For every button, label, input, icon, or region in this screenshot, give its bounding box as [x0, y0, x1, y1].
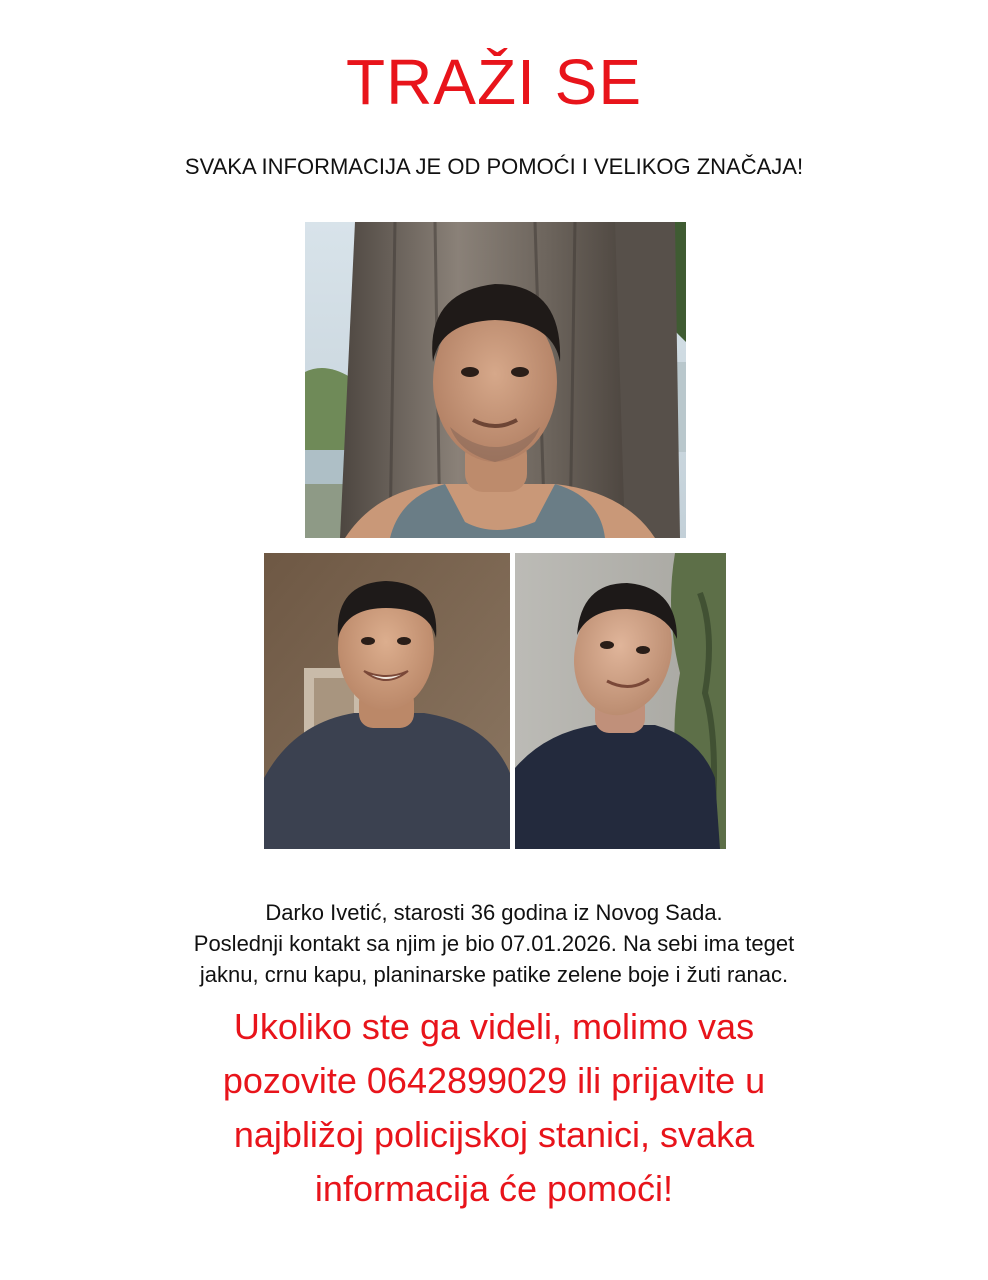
appeal-line: informacija će pomoći!: [314, 1168, 674, 1209]
description-line: Poslednji kontakt sa njim je bio 07.01.2026. Na sebi ima teget: [193, 931, 795, 956]
photo-main-image: [305, 222, 686, 538]
person-description: [100, 897, 888, 990]
photo-selfie-portrait: [515, 553, 726, 849]
description-line: Darko Ivetić, starosti 36 godina iz Novog Sada.: [265, 900, 723, 925]
description-line: jaknu, crnu kapu, planinarske patike zelene boje i žuti ranac.: [199, 962, 789, 987]
photo-indoor-image: [264, 553, 510, 849]
photo-selfie-image: [515, 553, 726, 849]
poster-title: TRAŽI SE: [345, 46, 643, 118]
photo-indoor-portrait: [264, 553, 510, 849]
photo-main-portrait: [305, 222, 686, 538]
appeal-line: Ukoliko ste ga videli, molimo vas: [233, 1006, 755, 1047]
appeal-line: najbližoj policijskoj stanici, svaka: [233, 1114, 755, 1155]
poster-subtitle: SVAKA INFORMACIJA JE OD POMOĆI I VELIKOG ZNAČAJA!: [184, 154, 804, 179]
contact-appeal: [60, 1000, 928, 1216]
appeal-line: pozovite 0642899029 ili prijavite u: [222, 1060, 766, 1101]
